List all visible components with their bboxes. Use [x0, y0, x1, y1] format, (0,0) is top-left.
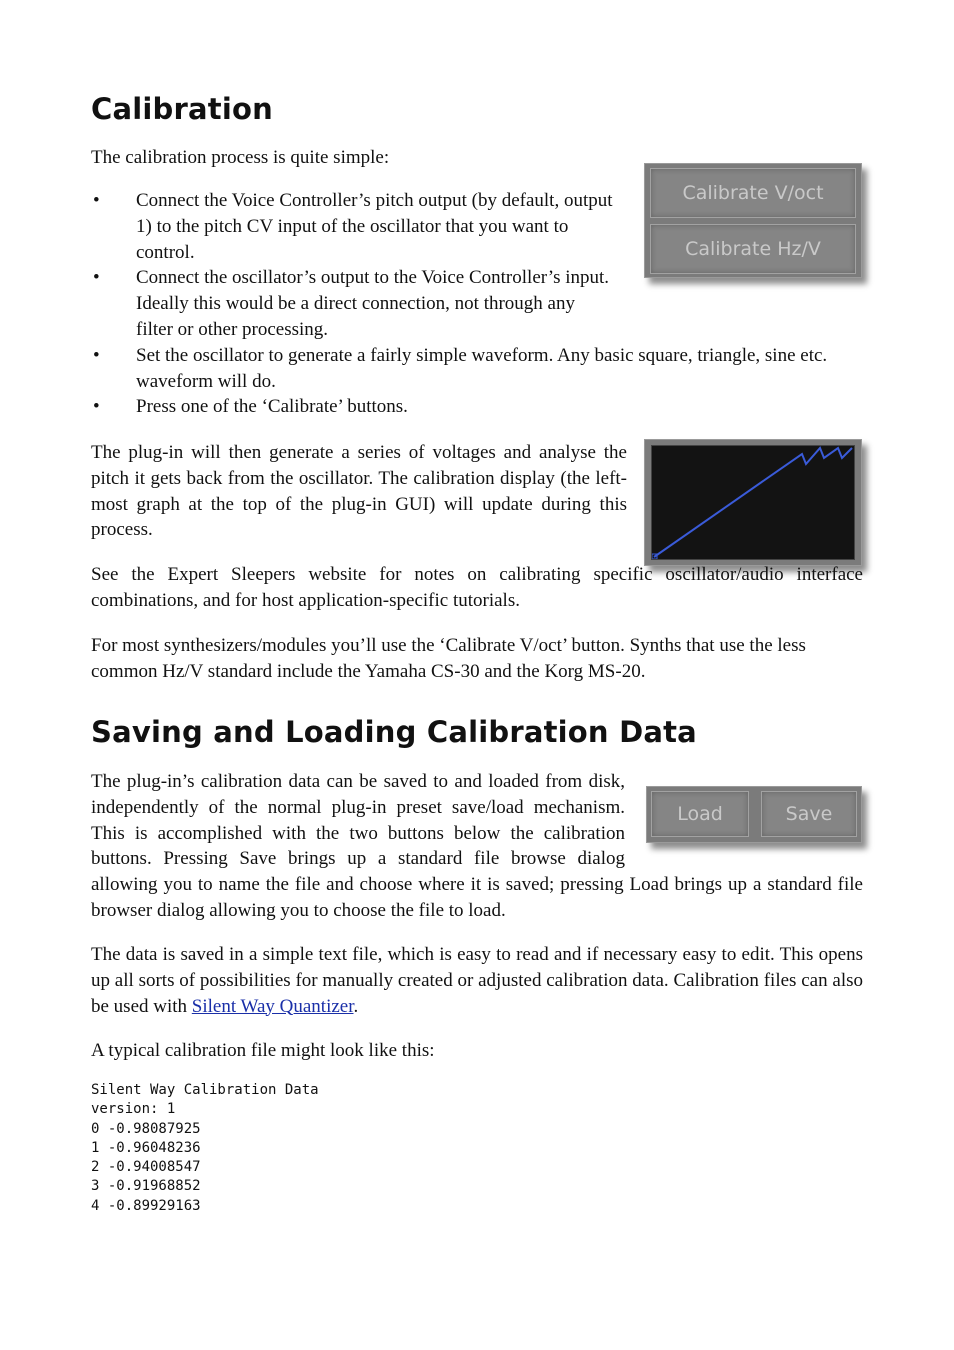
- bullet-icon: •: [93, 190, 100, 211]
- voct-info-paragraph: For most synthesizers/modules you’ll use the ‘Calibrate V/oct’ button. Synths that use the less common Hz/V standard include the Yamaha CS-30 and the Korg MS-20.: [91, 635, 806, 682]
- section-heading-saving-loading: Saving and Loading Calibration Data: [91, 715, 697, 749]
- float-spacer: [625, 769, 863, 851]
- calibrate-hzv-button[interactable]: Calibrate Hz/V: [650, 224, 856, 274]
- instructions-list: [91, 188, 836, 420]
- typical-file-intro: A typical calibration file might look like this:: [91, 1040, 435, 1061]
- plugin-voltages-paragraph: The plug-in will then generate a series of voltages and analyse the pitch it gets back from the oscillator. The calibration display (the left-most graph at the top of the plug-in GUI) will update during this process.: [91, 442, 627, 541]
- calibrate-voct-button[interactable]: Calibrate V/oct: [650, 168, 856, 218]
- website-notes-paragraph: See the Expert Sleepers website for notes on calibrating specific oscillator/audio interface combinations, and for host application-specific tutorials.: [91, 564, 863, 611]
- save-button[interactable]: Save: [761, 791, 857, 837]
- calibration-file-code: Silent Way Calibration Data version: 1 0 -0.98087925 1 -0.96048236 2 -0.94008547 3 -0.91968852 4 -0.89929163: [91, 1082, 319, 1214]
- bullet-icon: •: [93, 396, 100, 418]
- list-item: • Connect the oscillator’s output to the Voice Controller’s input. Ideally this would be a direct connection, not through any filter or other processing.: [93, 267, 610, 340]
- calibration-curve: [654, 448, 852, 557]
- list-item: • Connect the Voice Controller’s pitch output (by default, output 1) to the pitch CV input of the oscillator that you want to control.: [93, 190, 613, 263]
- intro-text: The calibration process is quite simple:: [91, 147, 390, 168]
- calibration-display: [651, 445, 855, 560]
- save-load-paragraph: The plug-in’s calibration data can be saved to and loaded from disk, independently of the normal plug-in preset save/load mechanism. This is accomplished with the two buttons below the calibration buttons. Pressing Save brings up a standard file browse dialog allowing you to name the file and choose where it is saved; pressing Load brings up a standard file browser dialog allowing you to choose the file to load.: [91, 771, 863, 921]
- list-item: • Set the oscillator to generate a fairly simple waveform. Any basic square, triangle, sine etc. waveform will do.: [93, 344, 828, 392]
- bullet-icon: •: [93, 344, 100, 366]
- list-item: • Press one of the ‘Calibrate’ buttons.: [91, 394, 836, 420]
- section-heading-calibration: Calibration: [91, 92, 273, 126]
- calibration-graph: [652, 446, 854, 559]
- bullet-icon: •: [93, 267, 100, 289]
- calibration-graph-panel: [644, 439, 862, 566]
- text-file-paragraph: The data is saved in a simple text file, which is easy to read and if necessary easy to edit. This opens up all sorts of possibilities for manually created or adjusted calibration data. Calibration files can also be used with Silent Way Quantizer.: [91, 944, 863, 1017]
- load-button[interactable]: Load: [651, 791, 749, 837]
- silent-way-quantizer-link[interactable]: Silent Way Quantizer: [191, 995, 354, 1017]
